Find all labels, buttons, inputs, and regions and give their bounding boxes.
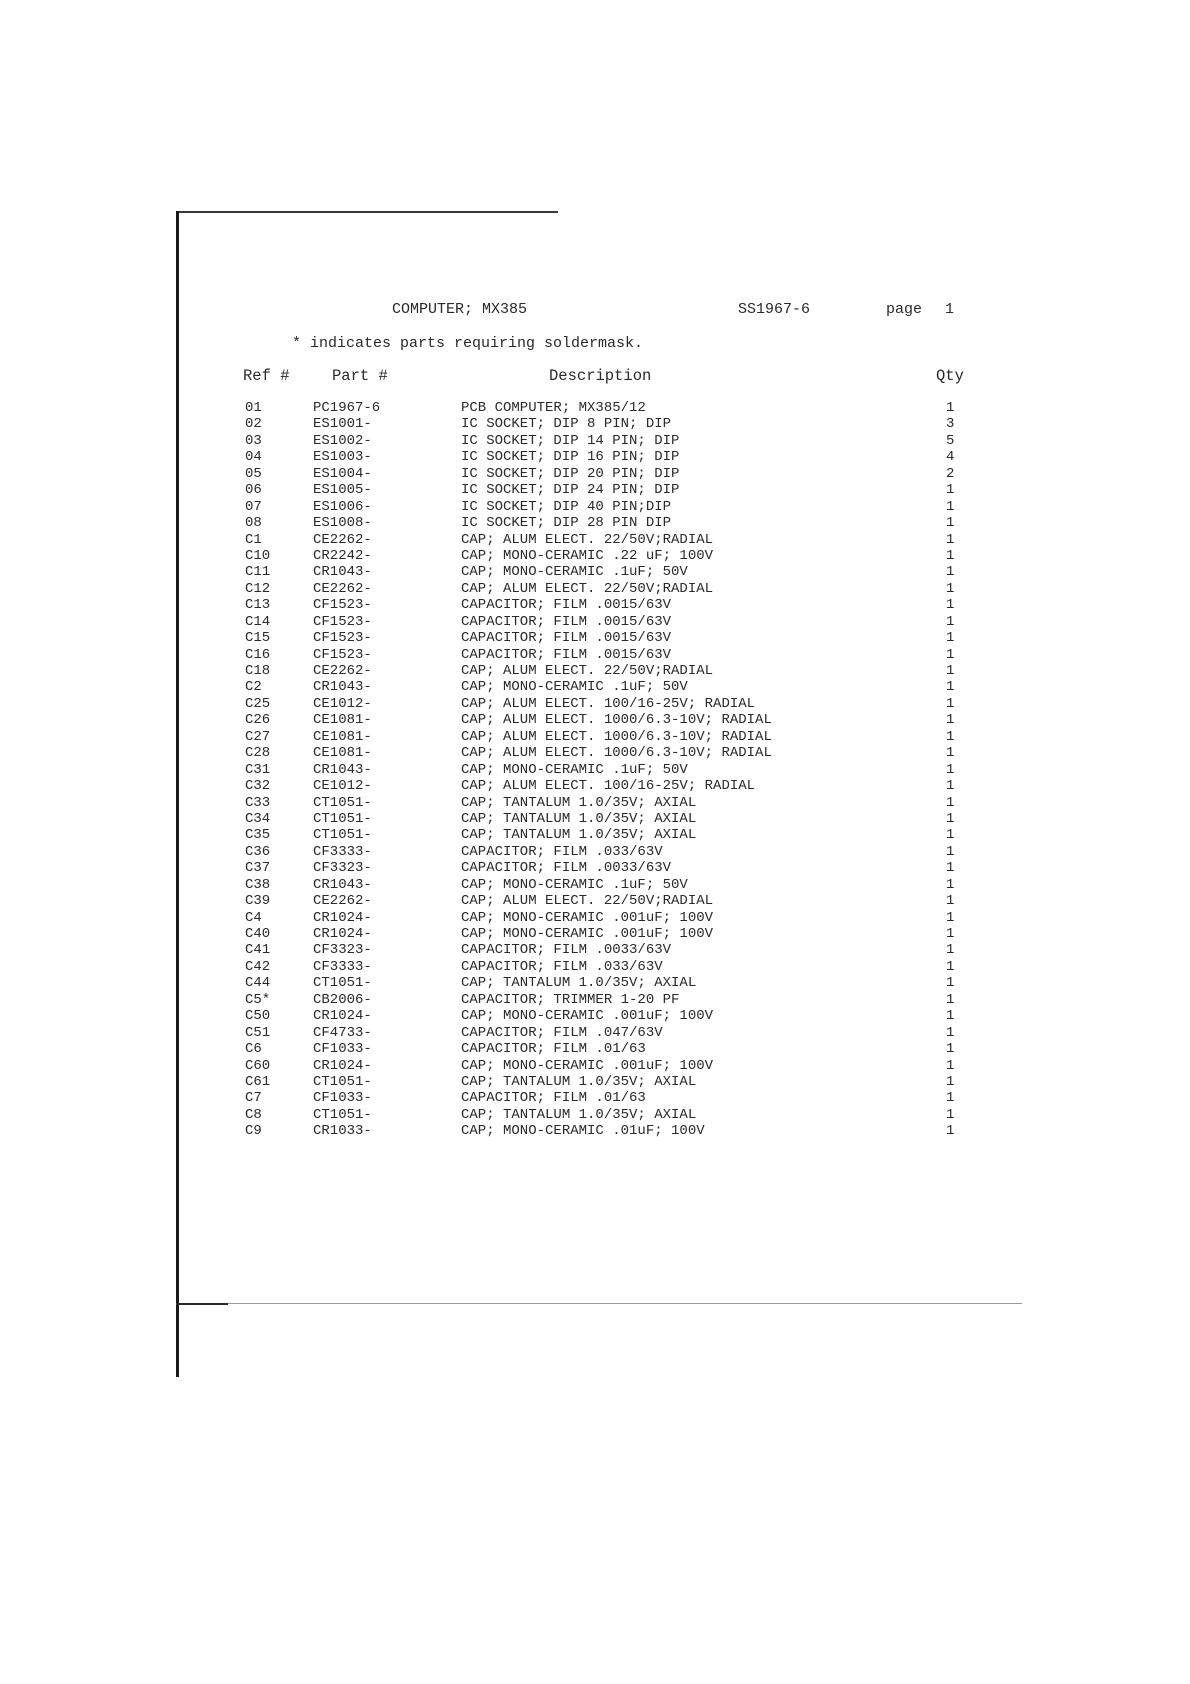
row-quantity: 1 [946,843,955,860]
row-ref: C4 [245,909,262,926]
row-quantity: 1 [946,564,955,581]
row-description: IC SOCKET; DIP 24 PIN; DIP [461,482,680,499]
table-row [0,877,1190,893]
row-ref: 03 [245,432,262,449]
row-ref: 08 [245,515,262,532]
page-number: 1 [945,301,955,318]
row-ref: C28 [245,745,271,762]
row-description: CAP; MONO-CERAMIC .001uF; 100V [461,909,714,926]
row-quantity: 5 [946,432,955,449]
row-part-number: CB2006- [313,991,372,1008]
row-ref: C61 [245,1073,271,1090]
row-part-number: ES1004- [313,465,372,482]
table-row [0,975,1190,991]
row-quantity: 1 [946,400,955,416]
row-description: CAPACITOR; FILM .033/63V [461,843,663,860]
row-description: PCB COMPUTER; MX385/12 [461,400,646,416]
row-quantity: 1 [946,860,955,877]
row-ref: C12 [245,580,271,597]
table-row [0,778,1190,794]
row-ref: C39 [245,893,271,910]
row-part-number: CR1024- [313,1008,372,1025]
table-row [0,449,1190,465]
table-row [0,893,1190,909]
row-quantity: 4 [946,449,955,466]
row-ref: C37 [245,860,271,877]
row-ref: C44 [245,975,271,992]
table-row [0,1074,1190,1090]
row-quantity: 1 [946,1024,955,1041]
row-part-number: CR1043- [313,564,372,581]
row-part-number: CE1081- [313,728,372,745]
row-part-number: ES1008- [313,515,372,532]
row-part-number: CT1051- [313,794,372,811]
row-description: CAP; TANTALUM 1.0/35V; AXIAL [461,794,697,811]
row-part-number: ES1003- [313,449,372,466]
table-row [0,1041,1190,1057]
row-part-number: CT1051- [313,1106,372,1123]
row-quantity: 1 [946,728,955,745]
row-description: CAPACITOR; FILM .01/63 [461,1090,646,1107]
row-part-number: CE1081- [313,745,372,762]
row-quantity: 1 [946,942,955,959]
row-part-number: CR1043- [313,679,372,696]
column-header-ref: Ref # [243,367,290,385]
row-part-number: CR1024- [313,926,372,942]
row-quantity: 1 [946,630,955,647]
row-ref: C41 [245,942,271,959]
row-quantity: 1 [946,1123,955,1140]
row-quantity: 1 [946,679,955,696]
row-ref: C1 [245,531,262,548]
row-ref: C51 [245,1024,271,1041]
row-description: IC SOCKET; DIP 14 PIN; DIP [461,432,680,449]
row-ref: C34 [245,810,271,827]
row-part-number: CF3323- [313,860,372,877]
row-part-number: CT1051- [313,975,372,992]
row-part-number: CR1024- [313,1057,372,1074]
row-description: CAP; ALUM ELECT. 22/50V;RADIAL [461,580,714,597]
table-row [0,1107,1190,1123]
row-description: CAPACITOR; FILM .0015/63V [461,613,672,630]
table-row [0,910,1190,926]
row-part-number: CE1012- [313,695,372,712]
parts-list [0,400,1190,1140]
row-description: CAPACITOR; TRIMMER 1-20 PF [461,991,680,1008]
row-quantity: 1 [946,1041,955,1058]
row-description: CAPACITOR; FILM .0033/63V [461,942,672,959]
table-row [0,795,1190,811]
table-row [0,597,1190,613]
row-ref: 01 [245,400,262,416]
table-row [0,614,1190,630]
row-description: CAP; TANTALUM 1.0/35V; AXIAL [461,810,697,827]
row-ref: C32 [245,778,271,795]
row-ref: C36 [245,843,271,860]
table-row [0,499,1190,515]
row-quantity: 1 [946,482,955,499]
table-row [0,1090,1190,1106]
row-description: CAP; MONO-CERAMIC .1uF; 50V [461,679,688,696]
row-part-number: CR1043- [313,761,372,778]
row-description: CAP; TANTALUM 1.0/35V; AXIAL [461,975,697,992]
row-description: IC SOCKET; DIP 20 PIN; DIP [461,465,680,482]
row-part-number: CR1024- [313,909,372,926]
row-ref: 04 [245,449,262,466]
table-row [0,1123,1190,1139]
row-description: CAP; ALUM ELECT. 1000/6.3-10V; RADIAL [461,728,772,745]
row-description: IC SOCKET; DIP 40 PIN;DIP [461,498,672,515]
column-header-description: Description [549,367,652,385]
row-part-number: CF1523- [313,613,372,630]
row-part-number: CF1523- [313,646,372,663]
row-part-number: CF3333- [313,843,372,860]
table-row [0,844,1190,860]
page-label: page [886,301,923,318]
row-description: CAP; ALUM ELECT. 100/16-25V; RADIAL [461,778,756,795]
row-quantity: 1 [946,547,955,564]
row-description: CAP; MONO-CERAMIC .001uF; 100V [461,926,714,942]
row-quantity: 1 [946,1008,955,1025]
row-ref: C50 [245,1008,271,1025]
row-part-number: CR1033- [313,1123,372,1140]
row-description: CAP; ALUM ELECT. 1000/6.3-10V; RADIAL [461,745,772,762]
row-part-number: CE1012- [313,778,372,795]
table-row [0,400,1190,416]
row-quantity: 1 [946,597,955,614]
row-part-number: ES1001- [313,416,372,433]
table-row [0,663,1190,679]
row-ref: 05 [245,465,262,482]
row-ref: C9 [245,1123,262,1140]
row-description: IC SOCKET; DIP 28 PIN DIP [461,515,672,532]
row-description: CAP; ALUM ELECT. 22/50V;RADIAL [461,531,714,548]
row-ref: C6 [245,1041,262,1058]
table-row [0,729,1190,745]
table-row [0,581,1190,597]
row-description: CAP; MONO-CERAMIC .1uF; 50V [461,761,688,778]
table-row [0,762,1190,778]
row-part-number: ES1006- [313,498,372,515]
row-description: CAPACITOR; FILM .0015/63V [461,630,672,647]
row-ref: C2 [245,679,262,696]
table-row [0,647,1190,663]
row-part-number: ES1002- [313,432,372,449]
row-part-number: CE2262- [313,893,372,910]
row-quantity: 1 [946,827,955,844]
row-ref: 06 [245,482,262,499]
row-description: CAPACITOR; FILM .0015/63V [461,646,672,663]
row-quantity: 1 [946,712,955,729]
table-row [0,811,1190,827]
table-row [0,696,1190,712]
row-ref: C18 [245,663,271,679]
row-description: IC SOCKET; DIP 16 PIN; DIP [461,449,680,466]
row-ref: 07 [245,498,262,515]
row-description: IC SOCKET; DIP 8 PIN; DIP [461,416,672,433]
row-part-number: CF1033- [313,1090,372,1107]
row-quantity: 1 [946,646,955,663]
row-description: CAP; MONO-CERAMIC .001uF; 100V [461,1057,714,1074]
page-border-bottom-mark [176,1303,228,1305]
table-row [0,1008,1190,1024]
table-row [0,416,1190,432]
document-number: SS1967-6 [738,301,811,318]
row-quantity: 1 [946,778,955,795]
row-description: CAP; MONO-CERAMIC .01uF; 100V [461,1123,705,1140]
row-description: CAP; MONO-CERAMIC .001uF; 100V [461,1008,714,1025]
row-quantity: 1 [946,810,955,827]
row-ref: C14 [245,613,271,630]
row-ref: C35 [245,827,271,844]
row-part-number: CF1523- [313,597,372,614]
table-row [0,564,1190,580]
table-row [0,959,1190,975]
row-description: CAP; ALUM ELECT. 1000/6.3-10V; RADIAL [461,712,772,729]
row-ref: C40 [245,926,271,942]
row-part-number: ES1005- [313,482,372,499]
row-ref: C10 [245,547,271,564]
row-ref: C26 [245,712,271,729]
row-description: CAP; TANTALUM 1.0/35V; AXIAL [461,1073,697,1090]
row-description: CAPACITOR; FILM .047/63V [461,1024,663,1041]
row-description: CAP; ALUM ELECT. 22/50V;RADIAL [461,663,714,679]
row-quantity: 1 [946,893,955,910]
row-quantity: 2 [946,465,955,482]
row-quantity: 1 [946,761,955,778]
row-quantity: 1 [946,663,955,679]
row-description: CAP; MONO-CERAMIC .1uF; 50V [461,564,688,581]
row-ref: 02 [245,416,262,433]
table-row [0,515,1190,531]
row-part-number: CF1523- [313,630,372,647]
document-title: COMPUTER; MX385 [392,301,528,318]
row-quantity: 1 [946,1057,955,1074]
row-part-number: CF3333- [313,958,372,975]
table-row [0,1025,1190,1041]
row-quantity: 1 [946,958,955,975]
page-border-top [176,211,558,213]
row-description: CAP; MONO-CERAMIC .22 uF; 100V [461,547,714,564]
table-row [0,1058,1190,1074]
table-row [0,942,1190,958]
row-quantity: 1 [946,695,955,712]
row-quantity: 1 [946,498,955,515]
row-quantity: 1 [946,794,955,811]
row-part-number: CT1051- [313,827,372,844]
table-row [0,827,1190,843]
table-row [0,992,1190,1008]
row-quantity: 1 [946,613,955,630]
row-ref: C31 [245,761,271,778]
row-description: CAP; ALUM ELECT. 100/16-25V; RADIAL [461,695,756,712]
table-row [0,679,1190,695]
row-ref: C13 [245,597,271,614]
table-row [0,466,1190,482]
row-quantity: 1 [946,1106,955,1123]
row-ref: C42 [245,958,271,975]
page-border-bottom [176,1303,1022,1304]
table-row [0,548,1190,564]
row-description: CAPACITOR; FILM .0033/63V [461,860,672,877]
row-description: CAP; MONO-CERAMIC .1uF; 50V [461,876,688,893]
row-part-number: CE2262- [313,663,372,679]
row-part-number: PC1967-6 [313,400,381,416]
row-description: CAPACITOR; FILM .0015/63V [461,597,672,614]
row-quantity: 1 [946,531,955,548]
row-ref: C27 [245,728,271,745]
row-part-number: CE2262- [313,580,372,597]
row-quantity: 1 [946,876,955,893]
row-ref: C33 [245,794,271,811]
column-header-part: Part # [332,367,388,385]
row-part-number: CT1051- [313,1073,372,1090]
row-part-number: CE2262- [313,531,372,548]
row-part-number: CF3323- [313,942,372,959]
row-quantity: 1 [946,745,955,762]
row-part-number: CT1051- [313,810,372,827]
row-ref: C8 [245,1106,262,1123]
row-ref: C16 [245,646,271,663]
table-row [0,860,1190,876]
row-part-number: CE1081- [313,712,372,729]
row-ref: C5* [245,991,271,1008]
row-part-number: CF1033- [313,1041,372,1058]
row-ref: C25 [245,695,271,712]
row-quantity: 1 [946,975,955,992]
row-quantity: 1 [946,515,955,532]
row-quantity: 1 [946,926,955,942]
row-part-number: CR2242- [313,547,372,564]
table-row [0,630,1190,646]
column-header-qty: Qty [936,367,964,385]
row-description: CAP; TANTALUM 1.0/35V; AXIAL [461,1106,697,1123]
table-row [0,532,1190,548]
soldermask-note: * indicates parts requiring soldermask. [292,335,644,352]
row-part-number: CF4733- [313,1024,372,1041]
row-ref: C38 [245,876,271,893]
table-row [0,926,1190,942]
row-description: CAP; TANTALUM 1.0/35V; AXIAL [461,827,697,844]
row-quantity: 1 [946,991,955,1008]
table-row [0,745,1190,761]
row-ref: C11 [245,564,271,581]
row-ref: C60 [245,1057,271,1074]
table-row [0,712,1190,728]
row-ref: C7 [245,1090,262,1107]
row-quantity: 1 [946,580,955,597]
table-row [0,482,1190,498]
row-quantity: 1 [946,909,955,926]
row-quantity: 3 [946,416,955,433]
row-description: CAP; ALUM ELECT. 22/50V;RADIAL [461,893,714,910]
row-quantity: 1 [946,1090,955,1107]
row-quantity: 1 [946,1073,955,1090]
row-description: CAPACITOR; FILM .033/63V [461,958,663,975]
row-ref: C15 [245,630,271,647]
row-description: CAPACITOR; FILM .01/63 [461,1041,646,1058]
row-part-number: CR1043- [313,876,372,893]
table-row [0,433,1190,449]
